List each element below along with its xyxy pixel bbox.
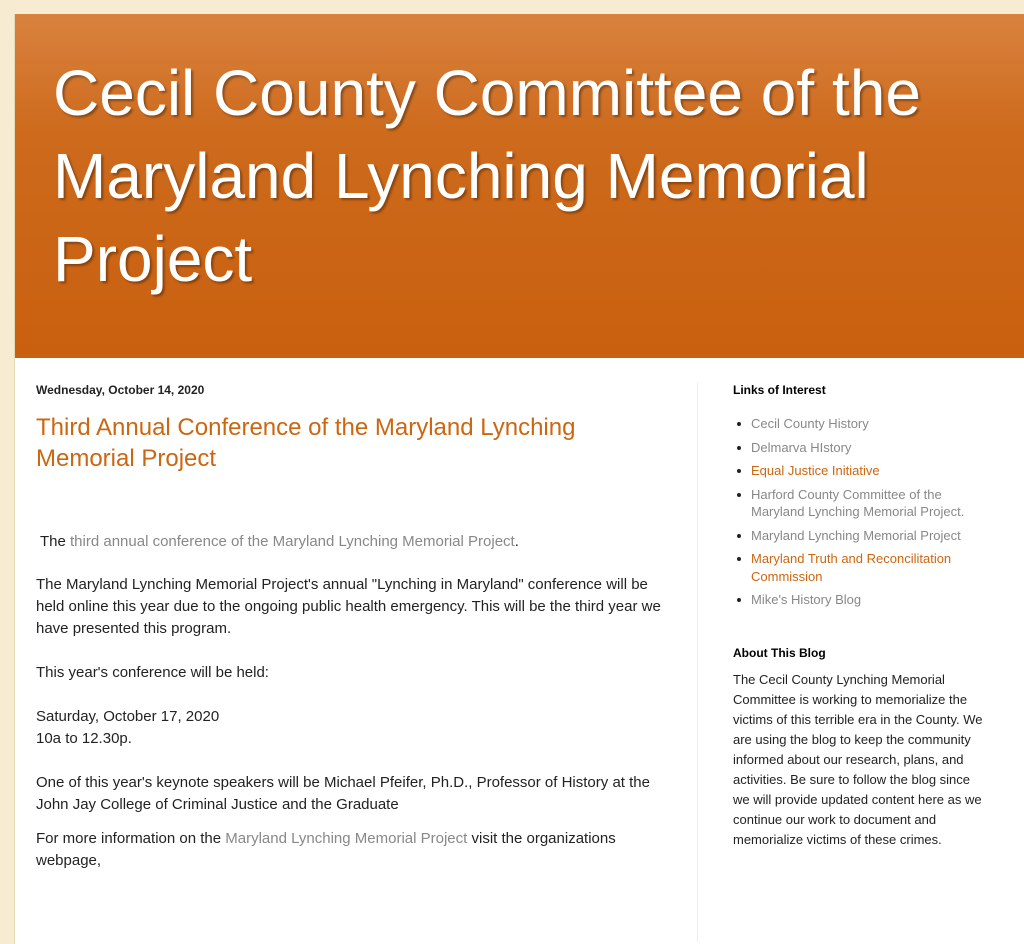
sidebar-link-item — [733, 415, 983, 433]
event-time: 10a to 12.30p. — [36, 730, 132, 747]
sidebar-link-item — [733, 527, 983, 545]
about-widget-title: About This Blog — [733, 645, 826, 660]
para-more-info — [36, 828, 676, 872]
main-column — [36, 382, 676, 872]
sidebar-link[interactable]: Maryland Truth and Reconcilitation Commission — [751, 551, 952, 584]
links-list — [733, 415, 983, 609]
bullet-icon — [737, 446, 741, 450]
sidebar-link-item — [733, 550, 983, 585]
sidebar-link[interactable]: Cecil County History — [751, 416, 869, 431]
para-conference-online: The Maryland Lynching Memorial Project's annual "Lynching in Maryland" conference will be held online this year due to the ongoing public health emergency. This will be the third year we have presented this program. — [36, 576, 661, 637]
bullet-icon — [737, 598, 741, 602]
para-keynote: One of this year's keynote speakers will be Michael Pfeifer, Ph.D., Professor of History at the John Jay College of Criminal Justice and the Graduate — [36, 774, 650, 813]
sidebar-link[interactable]: Maryland Lynching Memorial Project — [751, 527, 961, 543]
bullet-icon — [737, 422, 741, 426]
column-divider — [697, 382, 698, 942]
bullet-icon — [737, 469, 741, 473]
bullet-icon — [737, 534, 741, 538]
memorial-project-link[interactable]: Maryland Lynching Memorial Project — [225, 830, 468, 847]
links-widget-title: Links of Interest — [733, 383, 826, 397]
bullet-icon — [737, 493, 741, 497]
sidebar-link[interactable]: Delmarva HIstory — [751, 439, 852, 455]
intro-paragraph — [36, 531, 676, 553]
sidebar-link-item — [733, 591, 983, 609]
post-date: Wednesday, October 14, 2020 — [36, 383, 205, 397]
blog-title[interactable]: Cecil County Committee of the Maryland Lynching Memorial Project — [53, 57, 921, 295]
sidebar-link[interactable]: Harford County Committee of the Maryland Lynching Memorial Project. — [751, 486, 965, 519]
conference-link[interactable]: third annual conference of the Maryland Lynching Memorial Project — [70, 533, 515, 550]
para-held: This year's conference will be held: — [36, 664, 269, 681]
intro-prefix: The — [40, 533, 71, 550]
bullet-icon — [737, 557, 741, 561]
event-date: Saturday, October 17, 2020 — [36, 708, 220, 725]
about-text: The Cecil County Lynching Memorial Committee is working to memorialize the victims of this terrible era in the County. We are using the blog to keep the community informed about our research, plans, and activities. Be sure to follow the blog since we will provide updated content here as we continue our work to document and memorialize victims of these crimes. — [733, 671, 983, 847]
blog-header — [15, 14, 1024, 358]
sidebar-link-item — [733, 462, 983, 480]
more-info-prefix: For more information on the — [36, 830, 226, 847]
sidebar-link-item — [733, 439, 983, 457]
sidebar — [733, 382, 983, 850]
post-body — [36, 531, 676, 872]
post-title[interactable]: Third Annual Conference of the Maryland Lynching Memorial Project — [36, 414, 576, 472]
sidebar-link-item — [733, 486, 983, 521]
intro-suffix: . — [514, 533, 519, 550]
sidebar-link[interactable]: Equal Justice Initiative — [751, 463, 880, 478]
sidebar-link[interactable]: Mike's History Blog — [751, 592, 862, 607]
more-info-suffix: visit the organizations webpage, — [36, 830, 616, 869]
